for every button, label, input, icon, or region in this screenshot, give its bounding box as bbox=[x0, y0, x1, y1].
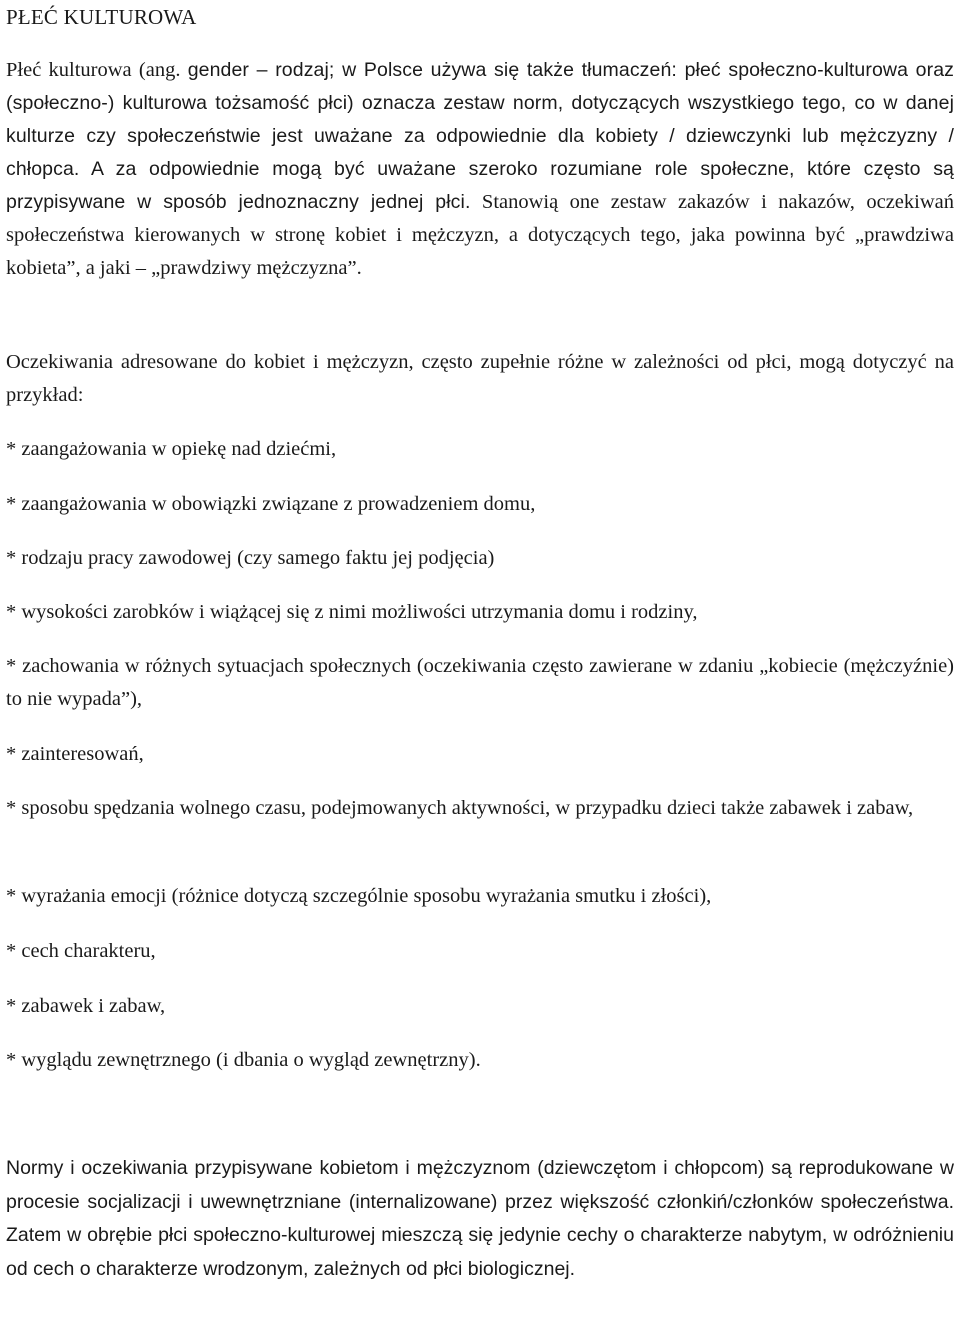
list-item: * wysokości zarobków i wiążącej się z nimi możliwości utrzymania domu i rodziny, bbox=[6, 601, 698, 623]
list-item: * zachowania w różnych sytuacjach społecznych (oczekiwania często zawierane w zdaniu „kobiecie (mężczyźnie) to nie wypada”), bbox=[6, 655, 954, 710]
paragraph-socialization: Normy i oczekiwania przypisywane kobietom i mężczyznom (dziewczętom i chłopcom) są reprodukowane w procesie socjalizacji i uwewnętrzniane (internalizowane) przez większość członkiń/członków społeczeństwa. Zatem w obrębie płci społeczno-kulturowej mieszczą się jedynie cechy o charakterze nabytym, w odróżnieniu od cech o charakterze wrodzonym, zależnych od płci biologicznej. bbox=[6, 1157, 954, 1280]
list-item: * wyrażania emocji (różnice dotyczą szczególnie sposobu wyrażania smutku i złości), bbox=[6, 885, 712, 907]
list-item: * zabawek i zabaw, bbox=[6, 995, 166, 1017]
paragraph-definition-intro: Płeć kulturowa (ang. bbox=[6, 59, 188, 81]
list-item: * zaangażowania w opiekę nad dziećmi, bbox=[6, 438, 337, 460]
paragraph-definition-roles: A za odpowiednie mogą być uważane szeroko rozumiane role społeczne, które często są przypisywane w sposób jednoznaczny jednej płci. bbox=[6, 158, 954, 213]
paragraph-definition-body: gender – rodzaj; w Polsce używa się także tłumaczeń: płeć społeczno-kulturowa oraz (społeczno-) kulturowa tożsamość płci) oznacza zestaw norm, dotyczących wszystkiego tego, co w danej kulturze czy społeczeństwie jest uważane za odpowiednie dla kobiety / dziewczynki lub mężczyzny / chłopca. bbox=[6, 59, 954, 180]
list-item: * sposobu spędzania wolnego czasu, podejmowanych aktywności, w przypadku dzieci także zabawek i zabaw, bbox=[6, 797, 914, 819]
list-item: * cech charakteru, bbox=[6, 940, 156, 962]
paragraph-definition-expectations: Stanowią one zestaw zakazów i nakazów, oczekiwań społeczeństwa kierowanych w stronę kobiet i mężczyzn, a dotyczących tego, jaka powinna być „prawdziwa kobieta”, a jaki – „prawdziwy mężczyzna”. bbox=[6, 191, 954, 279]
paragraph-definition bbox=[6, 54, 954, 285]
paragraph-expectations: Oczekiwania adresowane do kobiet i mężczyzn, często zupełnie różne w zależności od płci, mogą dotyczyć na przykład: bbox=[6, 351, 954, 406]
list-item: * wyglądu zewnętrznego (i dbania o wygląd zewnętrzny). bbox=[6, 1049, 481, 1071]
list-item: * zaangażowania w obowiązki związane z prowadzeniem domu, bbox=[6, 493, 536, 515]
document-title: PŁEĆ KULTUROWA bbox=[6, 5, 197, 29]
list-item: * zainteresowań, bbox=[6, 743, 144, 765]
list-item: * rodzaju pracy zawodowej (czy samego faktu jej podjęcia) bbox=[6, 547, 495, 569]
